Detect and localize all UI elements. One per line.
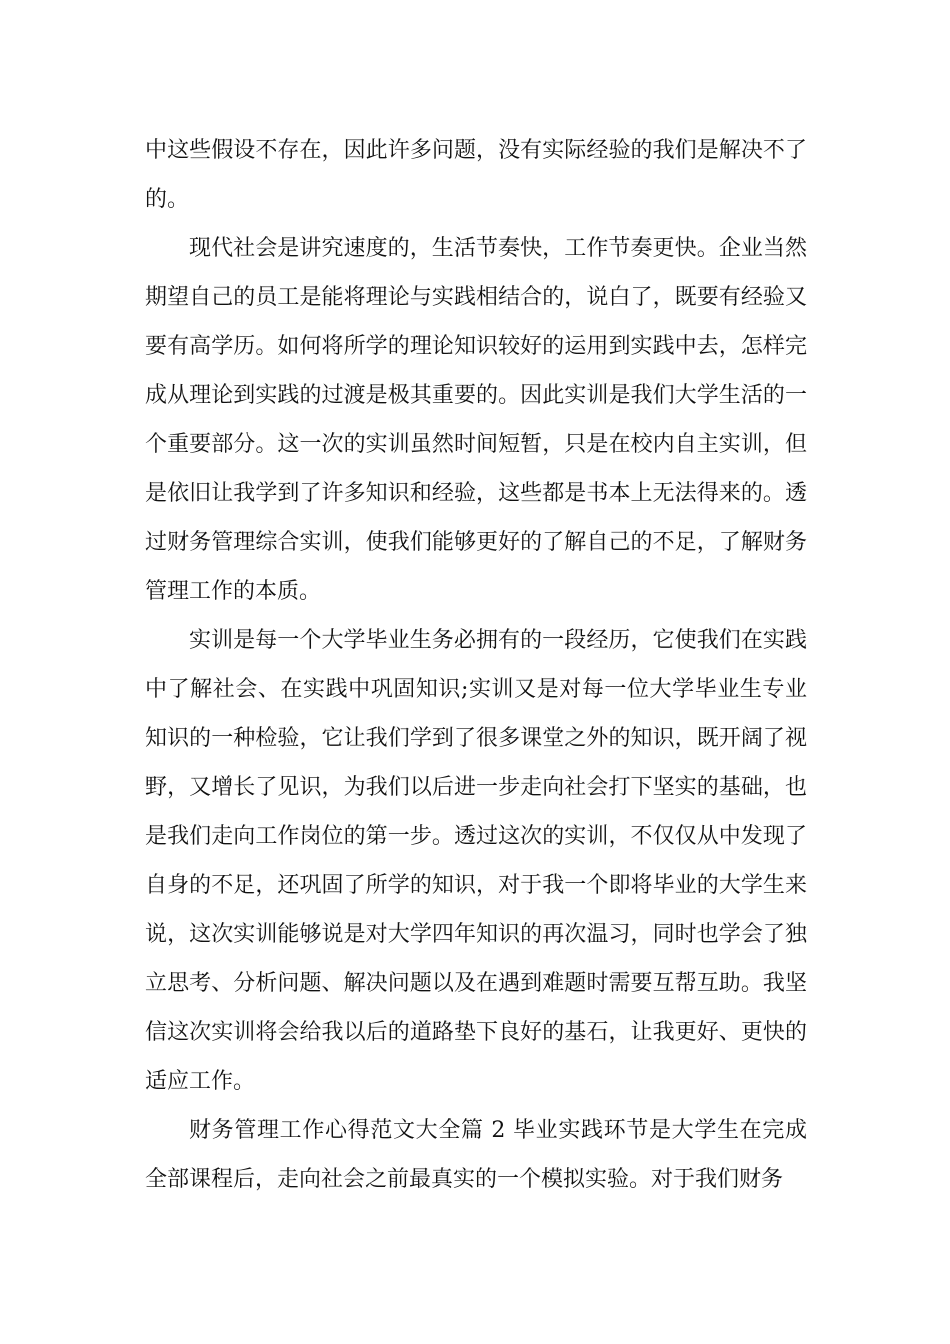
paragraph-1: 中这些假设不存在，因此许多问题，没有实际经验的我们是解决不了的。	[145, 138, 807, 212]
paragraph-2: 现代社会是讲究速度的，生活节奏快，工作节奏更快。企业当然期望自己的员工是能将理论与实践相结合的，说白了，既要有经验又要有高学历。如何将所学的理论知识较好的运用到实践中去，怎样完成从理论到实践的过渡是极其重要的。因此实训是我们大学生活的一个重要部分。这一次的实训虽然时间短暂，只是在校内自主实训，但是依旧让我学到了许多知识和经验，这些都是书本上无法得来的。透过财务管理综合实训，使我们能够更好的了解自己的不足，了解财务管理工作的本质。	[145, 236, 807, 604]
paragraph-4: 财务管理工作心得范文大全篇 2 毕业实践环节是大学生在完成全部课程后，走向社会之前最真实的一个模拟实验。对于我们财务	[145, 1118, 807, 1192]
document-body	[145, 126, 807, 1204]
paragraph-3: 实训是每一个大学毕业生务必拥有的一段经历，它使我们在实践中了解社会、在实践中巩固知识;实训又是对每一位大学毕业生专业知识的一种检验，它让我们学到了很多课堂之外的知识，既开阔了视野，又增长了见识，为我们以后进一步走向社会打下坚实的基础，也是我们走向工作岗位的第一步。透过这次的实训，不仅仅从中发现了自身的不足，还巩固了所学的知识，对于我一个即将毕业的大学生来说，这次实训能够说是对大学四年知识的再次温习，同时也学会了独立思考、分析问题、解决问题以及在遇到难题时需要互帮互助。我坚信这次实训将会给我以后的道路垫下良好的基石，让我更好、更快的适应工作。	[145, 628, 807, 1094]
